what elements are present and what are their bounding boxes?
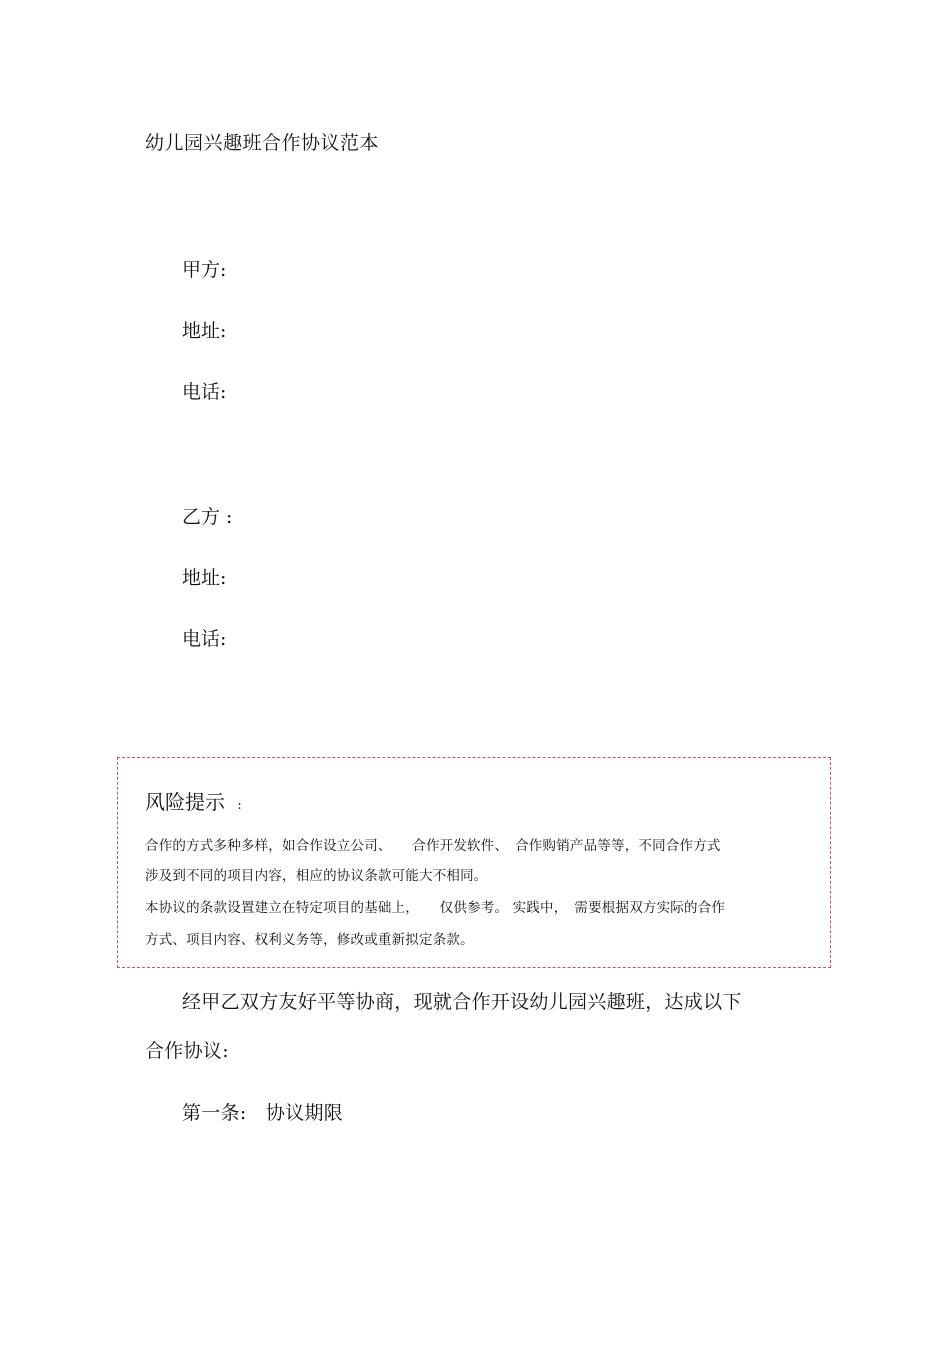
party-a-address-label: 地址: — [182, 320, 227, 342]
intro-paragraph-line-1: 经甲乙双方友好平等协商，现就合作开设幼儿园兴趣班，达成以下 — [182, 991, 742, 1013]
document-title: 幼儿园兴趣班合作协议范本 — [145, 132, 380, 154]
risk-notice-box — [117, 757, 831, 968]
risk-notice-line: 合作的方式多种多样，如合作设立公司、 合作开发软件、 合作购销产品等等，不同合作方式 — [145, 838, 721, 854]
party-a-phone-label: 电话: — [182, 381, 227, 403]
risk-notice-line: 本协议的条款设置建立在特定项目的基础上， 仅供参考。 实践中， 需要根据双方实际的合作 — [145, 900, 726, 916]
party-a-name-label: 甲方: — [182, 259, 227, 281]
risk-notice-line: 涉及到不同的项目内容，相应的协议条款可能大不相同。 — [145, 868, 488, 884]
party-b-address-label: 地址: — [182, 567, 227, 589]
article-1-heading: 第一条: 协议期限 — [182, 1102, 344, 1124]
risk-notice-colon: : — [237, 798, 242, 813]
risk-notice-line: 方式、项目内容、权利义务等，修改或重新拟定条款。 — [145, 932, 474, 948]
party-b-name-label: 乙方 : — [182, 506, 233, 528]
risk-notice-title-text: 风险提示 — [145, 790, 225, 814]
party-b-phone-label: 电话: — [182, 628, 227, 650]
risk-notice-title — [145, 786, 242, 815]
intro-paragraph-line-2: 合作协议: — [145, 1040, 229, 1062]
